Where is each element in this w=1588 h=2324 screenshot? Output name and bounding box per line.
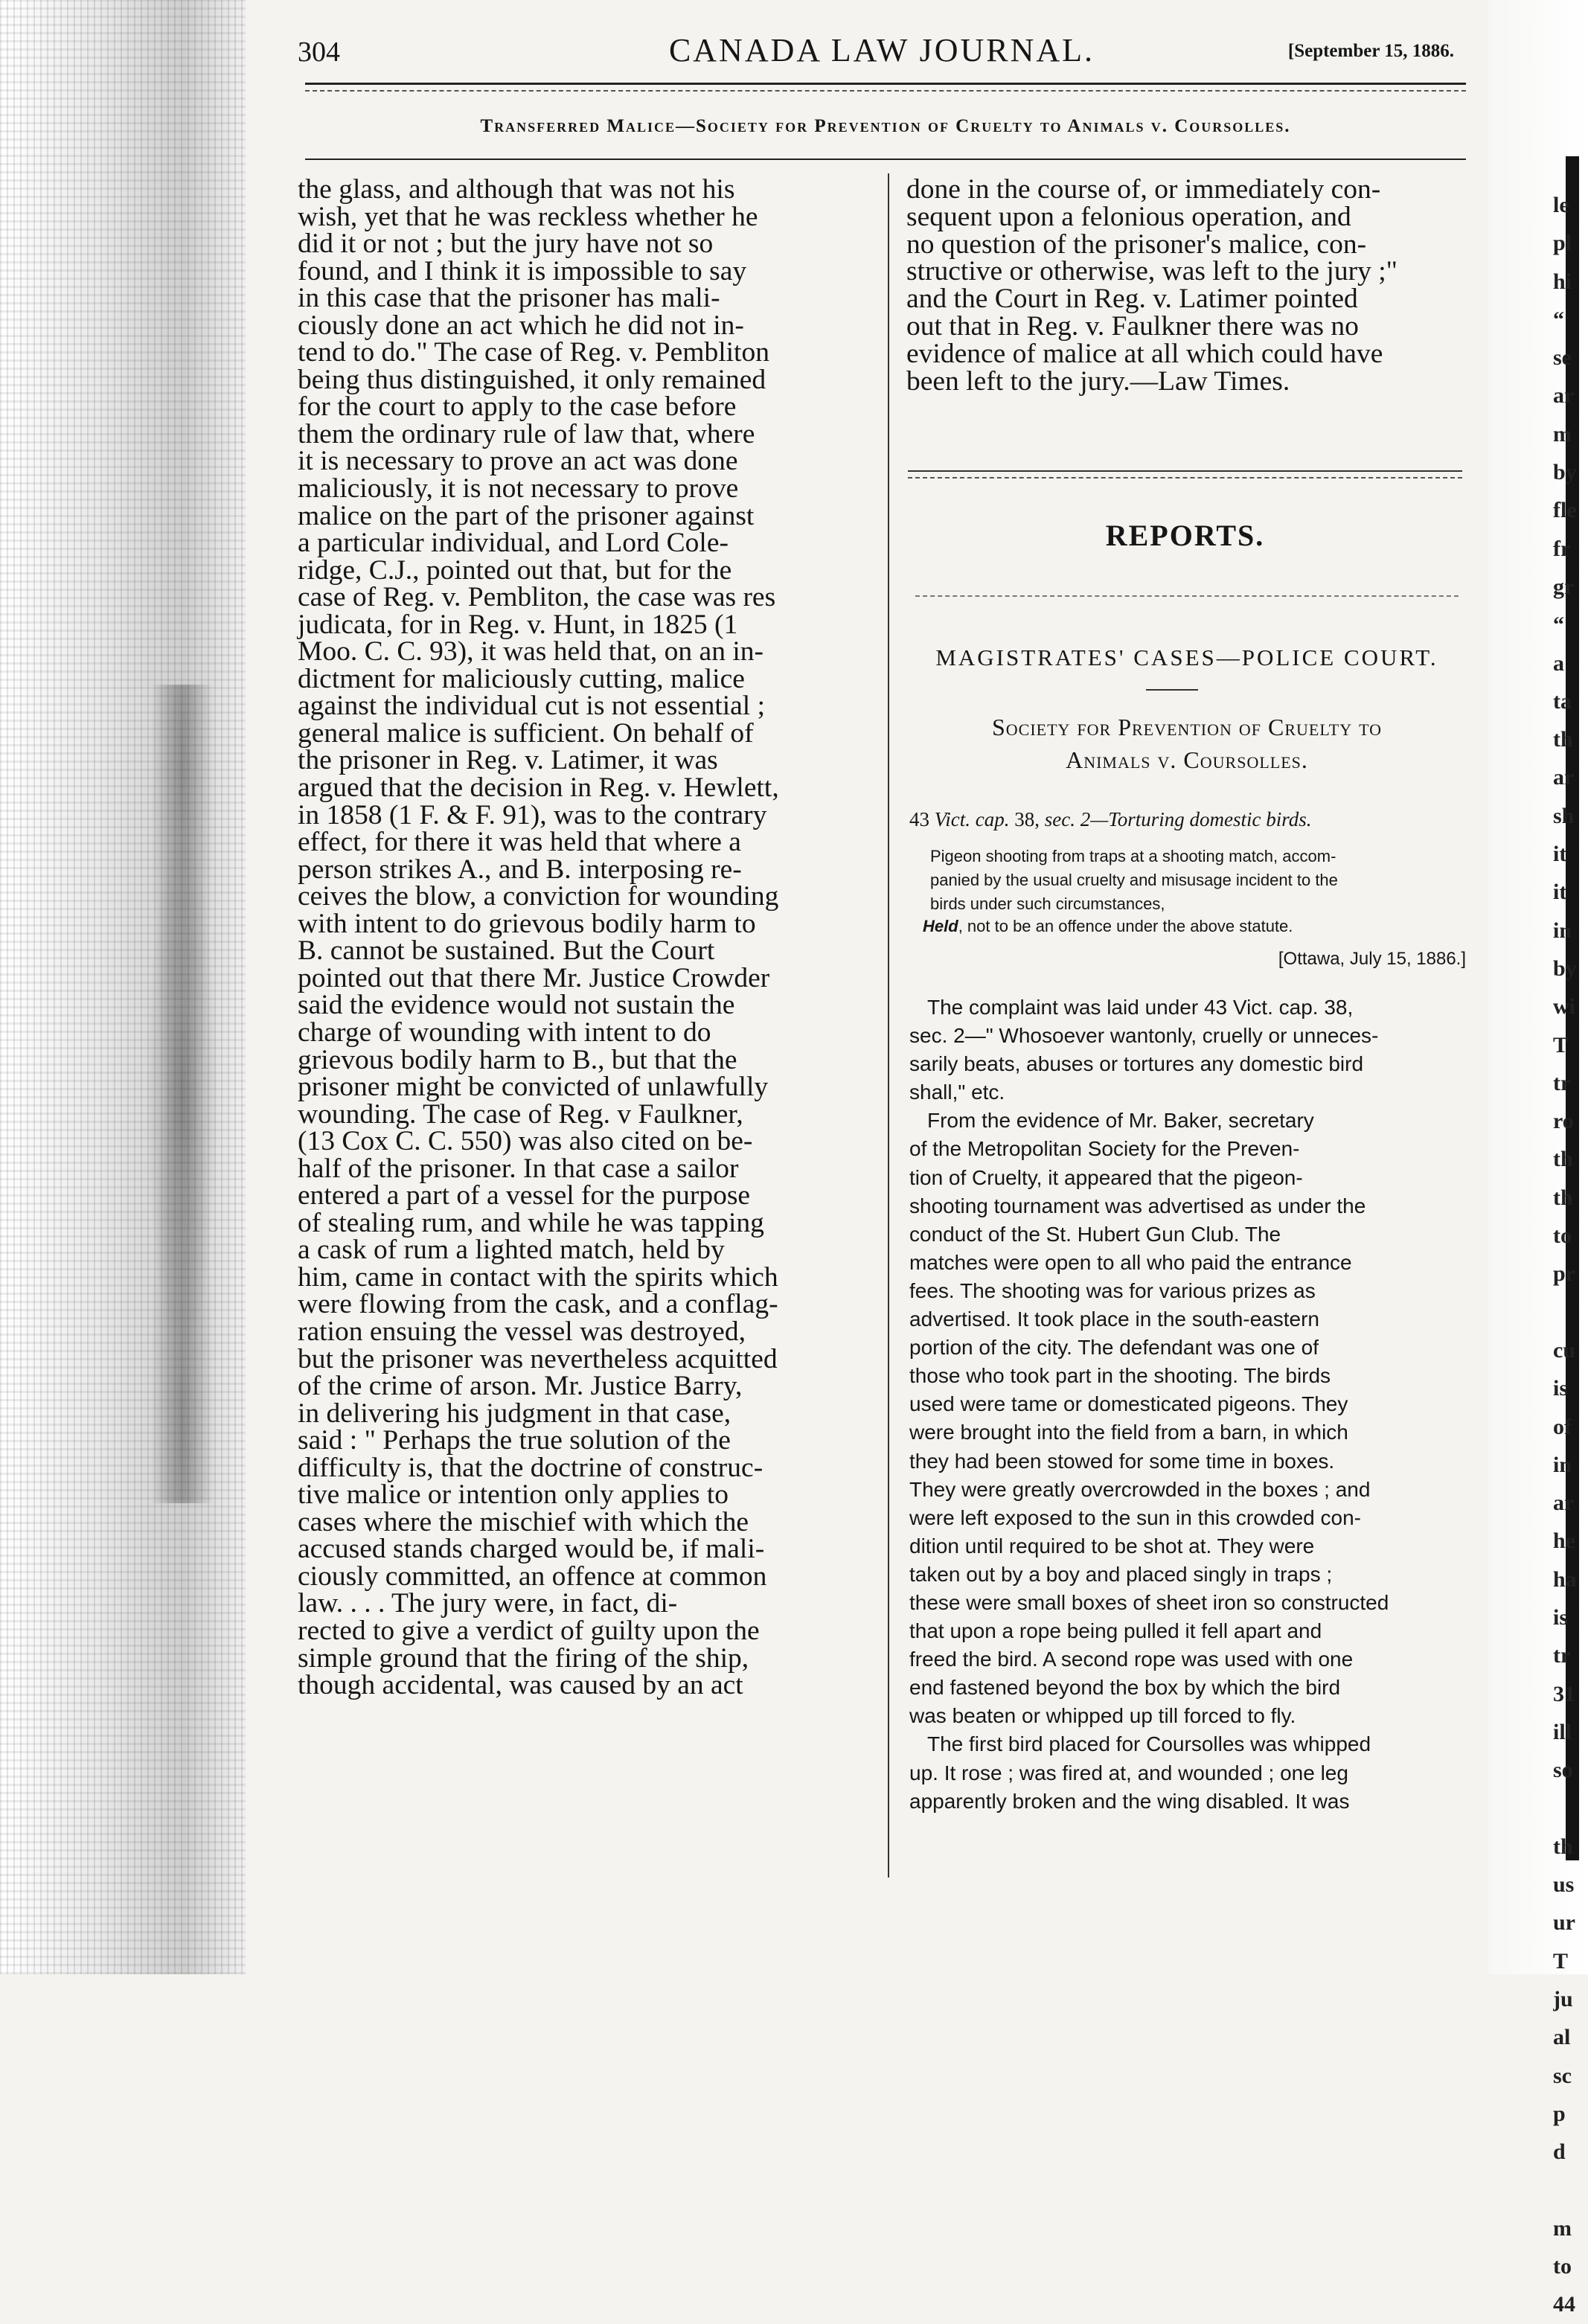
text-line: sec. 2—" Whosoever wantonly, cruelly or unneces- (909, 1024, 1379, 1048)
text-line: with intent to do grievous bodily harm to (298, 908, 756, 939)
fragment-text: fr (1553, 536, 1571, 561)
fragment-text: th (1553, 1147, 1573, 1172)
header-rule (305, 83, 1466, 85)
text-line: matches were open to all who paid the entrance (909, 1250, 1352, 1274)
fragment-text: he (1553, 1528, 1575, 1554)
text-line: it is necessary to prove an act was done (298, 446, 738, 477)
headnote-line: Pigeon shooting from traps at a shooting match, accom- (930, 847, 1336, 865)
fragment-text: to (1553, 2254, 1572, 2279)
spine-stamp (127, 685, 238, 1503)
headnote-line: birds under such circumstances, (930, 894, 1165, 913)
right-column-continuation (906, 176, 1472, 395)
fragment-text: by (1553, 955, 1577, 981)
text-line: effect, for there it was held that where a (298, 827, 741, 858)
text-line: dictment for maliciously cutting, malice (298, 663, 745, 694)
fragment-text: ju (1553, 1986, 1573, 2011)
text-line: argued that the decision in Reg. v. Hewlett, (298, 772, 779, 804)
text-line: a cask of rum a lighted match, held by (298, 1235, 725, 1266)
fragment-text: th (1553, 1834, 1573, 1859)
section-rule-dashed (908, 477, 1462, 478)
text-line: sequent upon a felonious operation, and (906, 201, 1351, 232)
statute-reference (909, 808, 1467, 831)
text-line: grievous bodily harm to B., but that the (298, 1044, 737, 1075)
text-line: and the Court in Reg. v. Latimer pointed (906, 284, 1358, 315)
text-line: prisoner might be convicted of unlawfully (298, 1072, 769, 1103)
section-rule (908, 470, 1462, 472)
text-line: found, and I think it is impossible to say (298, 255, 747, 287)
text-line: (13 Cox C. C. 550) was also cited on be- (298, 1126, 753, 1157)
text-line: dition until required to be shot at. They were (909, 1534, 1315, 1558)
text-line: of the Metropolitan Society for the Preven- (909, 1137, 1300, 1161)
facing-page-text-fragments (1553, 186, 1583, 2324)
fragment-text: p (1553, 2101, 1566, 2126)
journal-title: CANADA LAW JOURNAL. (668, 32, 1095, 68)
statute-cap-number: 38, (1009, 808, 1045, 830)
fragment-text: d (1553, 2139, 1566, 2165)
fragment-text: gr (1553, 574, 1575, 599)
text-line: judicata, for in Reg. v. Hunt, in 1825 (1 (298, 609, 738, 640)
fragment-text: m (1553, 2215, 1572, 2241)
text-line: in 1858 (1 F. & F. 91), was to the contrary (298, 799, 767, 830)
text-line: him, came in contact with the spirits which (298, 1261, 778, 1293)
fragment-text: wi (1553, 994, 1575, 1019)
text-line: shall," etc. (909, 1081, 1005, 1104)
fragment-text: it (1553, 880, 1567, 905)
statute-vict-cap: Vict. cap. (934, 808, 1010, 830)
statute-sec: sec. (1044, 808, 1075, 830)
text-line: simple ground that the firing of the ship, (298, 1642, 749, 1674)
text-line: difficulty is, that the doctrine of construc- (298, 1452, 763, 1483)
text-line: sarily beats, abuses or tortures any domestic bird (909, 1052, 1364, 1076)
fragment-text: th (1553, 727, 1573, 752)
text-line: evidence of malice at all which could have (906, 338, 1383, 369)
text-line: been left to the jury.—Law Times. (906, 365, 1290, 397)
fragment-text: ar (1553, 1491, 1575, 1516)
fragment-text: th (1553, 1185, 1573, 1210)
text-line: said : " Perhaps the true solution of the (298, 1425, 731, 1456)
text-line: freed the bird. A second rope was used with one (909, 1648, 1354, 1671)
fragment-text: us (1553, 1872, 1575, 1898)
fragment-text: m (1553, 421, 1572, 446)
fragment-text: ha (1553, 1566, 1577, 1592)
fragment-text: pl (1553, 231, 1572, 256)
fragment-text: by (1553, 460, 1577, 485)
text-line: ration ensuing the vessel was destroyed, (298, 1316, 746, 1347)
statute-subject: 2—Torturing domestic birds. (1075, 808, 1312, 830)
text-line: The first bird placed for Coursolles was whipped (927, 1732, 1371, 1756)
text-line: tend to do." The case of Reg. v. Pembliton (298, 337, 769, 368)
held-text: , not to be an offence under the above statute. (958, 917, 1293, 935)
text-line: shooting tournament was advertised as under the (909, 1194, 1366, 1217)
text-line: pointed out that there Mr. Justice Crowder (298, 962, 770, 993)
text-line: wounding. The case of Reg. v Faulkner, (298, 1098, 743, 1130)
issue-date: [September 15, 1886. (1287, 41, 1454, 61)
text-line: against the individual cut is not essential ; (298, 691, 766, 722)
fragment-text: fle (1553, 498, 1577, 523)
text-line: conduct of the St. Hubert Gun Club. The (909, 1222, 1281, 1246)
fragment-text: T (1553, 1948, 1569, 1974)
running-head: Transferred Malice—Society for Prevention of Cruelty to Animals v. Coursolles. (480, 116, 1291, 136)
fragment-text: 31 (1553, 1681, 1575, 1706)
text-line: though accidental, was caused by an act (298, 1670, 743, 1701)
text-line: in this case that the prisoner has mali- (298, 283, 720, 314)
held-line (923, 917, 1466, 936)
text-line: fees. The shooting was for various prizes as (909, 1278, 1316, 1302)
text-line: accused stands charged would be, if mali- (298, 1534, 765, 1565)
text-line: The complaint was laid under 43 Vict. cap. 38, (927, 996, 1354, 1019)
text-line: in delivering his judgment in that case, (298, 1398, 731, 1429)
text-line: From the evidence of Mr. Baker, secretary (927, 1109, 1314, 1133)
text-line: no question of the prisoner's malice, con- (906, 228, 1367, 260)
fragment-text: “ (1553, 612, 1564, 638)
text-line: case of Reg. v. Pembliton, the case was res (298, 582, 776, 613)
reports-rule (915, 595, 1459, 597)
held-word: Held (923, 917, 958, 935)
text-line: structive or otherwise, was left to the jury ;" (906, 256, 1397, 287)
text-line: advertised. It took place in the south-eastern (909, 1307, 1319, 1331)
fragment-text: tr (1553, 1643, 1571, 1668)
fragment-text: al (1553, 2025, 1571, 2050)
fragment-text: pr (1553, 1261, 1575, 1287)
short-divider (1146, 689, 1198, 691)
text-line: wish, yet that he was reckless whether he (298, 201, 758, 232)
fragment-text: in (1553, 1452, 1572, 1477)
text-line: they had been stowed for some time in boxes. (909, 1449, 1335, 1473)
fragment-text: ur (1553, 1910, 1575, 1936)
fragment-text: in (1553, 918, 1572, 943)
fragment-text: ill (1553, 1719, 1572, 1744)
fragment-text: is (1553, 1604, 1569, 1630)
text-line: were brought into the field from a barn, in which (909, 1421, 1348, 1444)
text-line: of stealing rum, and while he was tapping (298, 1207, 764, 1238)
text-line: these were small boxes of sheet iron so constructed (909, 1590, 1389, 1614)
fragment-text: se (1553, 345, 1572, 371)
text-line: law. . . . The jury were, in fact, di- (298, 1588, 678, 1619)
text-line: a particular individual, and Lord Cole- (298, 528, 729, 559)
headnote (930, 845, 1466, 916)
text-line: end fastened beyond the box by which the bird (909, 1676, 1341, 1700)
text-line: person strikes A., and B. interposing re- (298, 854, 742, 885)
text-line: ciously committed, an offence at common (298, 1560, 767, 1592)
fragment-text: 44 (1553, 2292, 1575, 2317)
journal-page (275, 21, 1481, 1926)
text-line: cases where the mischief with which the (298, 1506, 749, 1537)
court-dateline: [Ottawa, July 15, 1886.] (1278, 949, 1466, 969)
text-line: half of the prisoner. In that case a sailor (298, 1153, 739, 1184)
fragment-text (1553, 2171, 1583, 2209)
text-line: did it or not ; but the jury have not so (298, 228, 714, 260)
text-line: were flowing from the cask, and a conflag- (298, 1289, 778, 1320)
fragment-text: it (1553, 842, 1567, 867)
text-line: malice on the part of the prisoner against (298, 500, 755, 531)
text-line: taken out by a boy and placed singly in traps ; (909, 1562, 1333, 1586)
fragment-text: so (1553, 1758, 1573, 1783)
fragment-text: of (1553, 1414, 1572, 1439)
fragment-text: ar (1553, 383, 1575, 409)
text-line: for the court to apply to the case before (298, 391, 737, 423)
fragment-text: cu (1553, 1337, 1575, 1363)
text-line: apparently broken and the wing disabled. It was (909, 1789, 1350, 1813)
header-rule-dashed (305, 90, 1466, 92)
text-line: them the ordinary rule of law that, where (298, 418, 755, 449)
text-line: used were tame or domesticated pigeons. They (909, 1392, 1348, 1416)
column-divider (888, 173, 889, 1878)
page-number: 304 (298, 36, 340, 68)
text-line: done in the course of, or immediately con- (906, 174, 1381, 205)
text-line: the glass, and although that was not his (298, 174, 735, 205)
text-line: up. It rose ; was fired at, and wounded ; one leg (909, 1761, 1348, 1784)
page-header (298, 30, 1466, 74)
text-line: those who took part in the shooting. The birds (909, 1364, 1331, 1388)
text-line: charge of wounding with intent to do (298, 1017, 711, 1048)
statute-number: 43 (909, 808, 935, 830)
text-line: portion of the city. The defendant was one of (909, 1336, 1319, 1360)
fragment-text (1553, 1789, 1583, 1827)
text-line: out that in Reg. v. Faulkner there was no (906, 310, 1359, 342)
text-line: general malice is sufficient. On behalf of (298, 717, 754, 749)
case-title-line-2: Animals v. Coursolles. (1066, 746, 1308, 773)
text-line: maliciously, it is not necessary to prove (298, 473, 739, 505)
fragment-text: to (1553, 1223, 1572, 1249)
text-line: the prisoner in Reg. v. Latimer, it was (298, 745, 718, 776)
case-title (908, 711, 1466, 776)
left-column (298, 176, 871, 1700)
text-line: of the crime of arson. Mr. Justice Barry, (298, 1371, 743, 1402)
fragment-text: ar (1553, 765, 1575, 790)
fragment-text: sh (1553, 803, 1575, 828)
text-line: ciously done an act which he did not in- (298, 310, 744, 341)
text-line: entered a part of a vessel for the purpose (298, 1180, 751, 1211)
section-heading: MAGISTRATES' CASES—POLICE COURT. (935, 644, 1438, 670)
text-line: Moo. C. C. 93), it was held that, on an in- (298, 636, 763, 668)
text-line: ridge, C.J., pointed out that, but for the (298, 554, 732, 586)
text-line: tion of Cruelty, it appeared that the pigeon- (909, 1165, 1303, 1189)
fragment-text (1553, 1293, 1583, 1331)
text-line: ceives the blow, a conviction for wounding (298, 881, 779, 912)
text-line: being thus distinguished, it only remained (298, 364, 766, 395)
fragment-text: hi (1553, 269, 1572, 294)
fragment-text: a (1553, 650, 1564, 676)
text-line: but the prisoner was nevertheless acquitted (298, 1343, 778, 1374)
fragment-text: ro (1553, 1109, 1574, 1134)
running-head-rule (305, 159, 1466, 160)
text-line: that upon a rope being pulled it fell apart and (909, 1619, 1322, 1643)
text-line: They were greatly overcrowded in the boxes ; and (909, 1477, 1371, 1501)
fragment-text: is (1553, 1376, 1569, 1401)
text-line: was beaten or whipped up till forced to fly. (909, 1704, 1296, 1728)
report-body (909, 993, 1467, 1816)
fragment-text: tr (1553, 1070, 1571, 1095)
text-line: rected to give a verdict of guilty upon the (298, 1615, 760, 1646)
case-title-line-1: Society for Prevention of Cruelty to (991, 714, 1383, 740)
text-line: tive malice or intention only applies to (298, 1479, 729, 1511)
reports-heading: REPORTS. (1105, 519, 1265, 552)
text-line: B. cannot be sustained. But the Court (298, 935, 715, 967)
text-line: said the evidence would not sustain the (298, 990, 735, 1021)
text-line: were left exposed to the sun in this crowded con- (909, 1505, 1362, 1529)
fragment-text: T (1553, 1032, 1569, 1057)
fragment-text: “ (1553, 307, 1564, 332)
fragment-text: le (1553, 193, 1569, 217)
headnote-line: panied by the usual cruelty and misusage incident to the (930, 871, 1338, 889)
fragment-text: ta (1553, 688, 1572, 714)
fragment-text: sc (1553, 2063, 1572, 2088)
